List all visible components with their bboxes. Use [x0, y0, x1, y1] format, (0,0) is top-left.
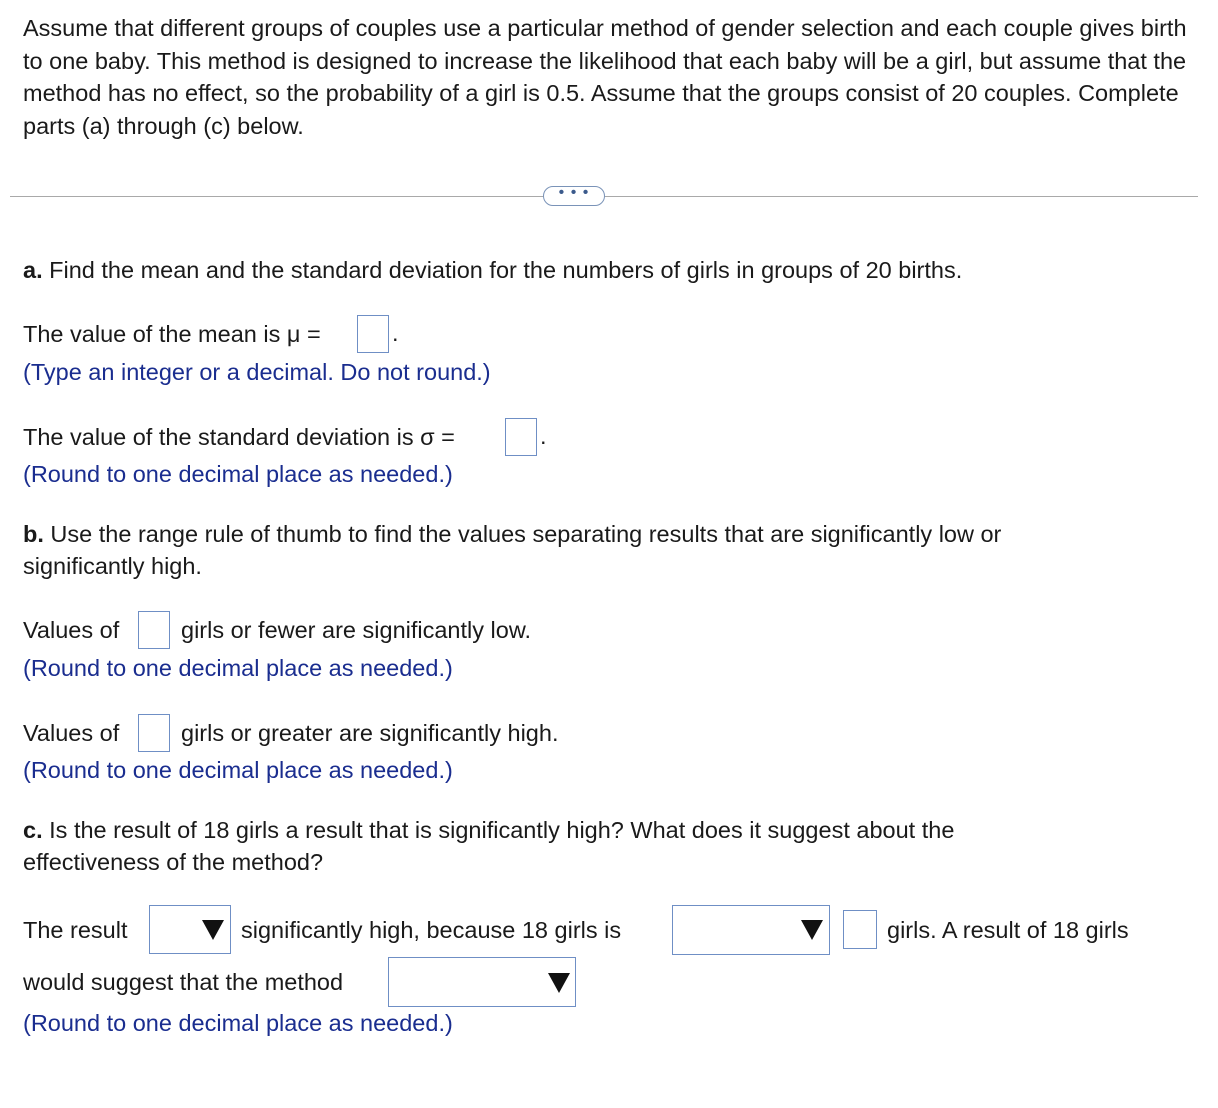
part-b-question-text: Use the range rule of thumb to find the values separating results that are significantly low or	[50, 521, 1002, 547]
part-b-label: b.	[23, 521, 44, 547]
sd-input[interactable]	[505, 418, 537, 456]
middle-text: significantly high, because 18 girls is	[241, 917, 622, 943]
mean-input[interactable]	[357, 315, 389, 353]
part-b-question-line2: significantly high.	[23, 553, 202, 579]
part-a-label: a.	[23, 257, 43, 283]
low-suffix: girls or fewer are significantly low.	[181, 617, 532, 643]
high-prefix: Values of	[23, 720, 120, 746]
mean-hint: (Type an integer or a decimal. Do not round.)	[23, 359, 491, 385]
is-significant-dropdown[interactable]	[149, 905, 231, 954]
girls-threshold-input[interactable]	[843, 910, 877, 949]
dropdown-arrow-icon	[801, 920, 823, 940]
part-a-question-text: Find the mean and the standard deviation for the numbers of girls in groups of 20 births.	[49, 257, 963, 283]
high-suffix: girls or greater are significantly high.	[181, 720, 559, 746]
high-value-input[interactable]	[138, 714, 170, 752]
comparison-dropdown[interactable]	[672, 905, 830, 955]
high-hint: (Round to one decimal place as needed.)	[23, 757, 453, 783]
part-c-hint: (Round to one decimal place as needed.)	[23, 1010, 453, 1036]
girls-text: girls. A result of 18 girls	[887, 917, 1129, 943]
dropdown-arrow-icon	[202, 920, 224, 940]
result-prefix: The result	[23, 917, 128, 943]
part-a-question	[23, 254, 962, 286]
low-hint: (Round to one decimal place as needed.)	[23, 655, 453, 681]
problem-statement: Assume that different groups of couples use a particular method of gender selection and each couple gives birth to one baby. This method is designed to increase the likelihood that each baby will be a girl, but assume that the method has no effect, so the probability of a girl is 0.5. Assume that the groups consist of 20 couples. Complete parts (a) through (c) below.	[23, 15, 1187, 139]
line2-prefix: would suggest that the method	[23, 969, 344, 995]
mean-period: .	[392, 320, 399, 346]
dropdown-arrow-icon	[548, 973, 570, 993]
sd-period: .	[540, 423, 547, 449]
low-prefix: Values of	[23, 617, 120, 643]
low-value-input[interactable]	[138, 611, 170, 649]
expand-more-button[interactable]: • • •	[543, 186, 605, 206]
mean-label: The value of the mean is μ =	[23, 321, 321, 347]
sd-label: The value of the standard deviation is σ =	[23, 424, 455, 450]
part-c-question	[23, 814, 954, 846]
method-effectiveness-dropdown[interactable]	[388, 957, 576, 1007]
part-c-question-text: Is the result of 18 girls a result that is significantly high? What does it suggest about the	[49, 817, 955, 843]
part-c-label: c.	[23, 817, 43, 843]
part-b-question	[23, 518, 1001, 550]
sd-hint: (Round to one decimal place as needed.)	[23, 461, 453, 487]
part-c-question-line2: effectiveness of the method?	[23, 849, 324, 875]
